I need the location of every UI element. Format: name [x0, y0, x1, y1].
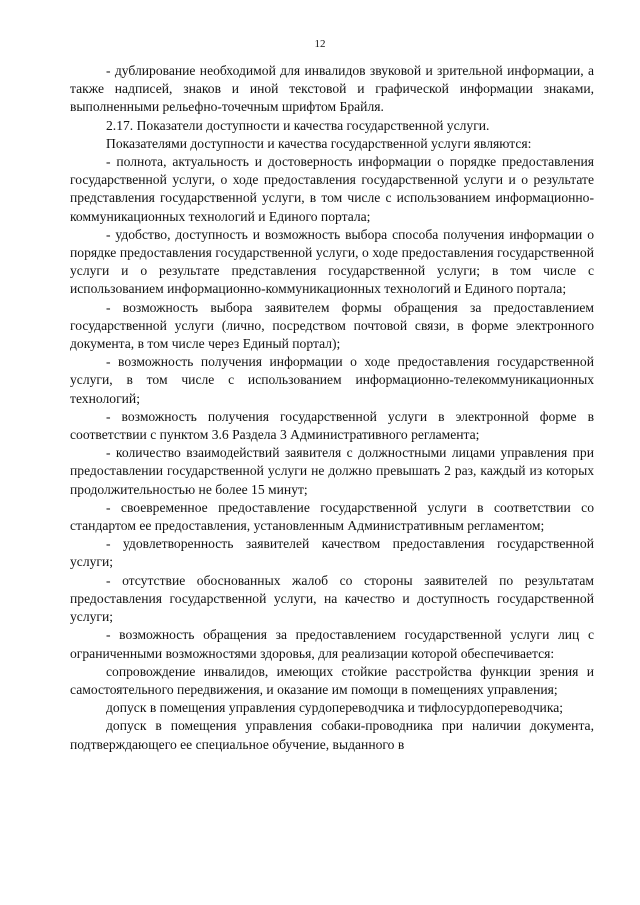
paragraph-indicators-intro: Показателями доступности и качества государственной услуги являются:: [106, 135, 532, 151]
paragraph-sign-interpreter: допуск в помещения управления сурдопереводчика и тифлосурдопереводчика;: [106, 700, 564, 716]
paragraph-timeliness: - своевременное предоставление государственной услуги в соответствии со стандартом ее предоставления, установленным Административным регламентом;: [70, 499, 594, 534]
document-body: [70, 62, 594, 754]
paragraph-braille: - дублирование необходимой для инвалидов звуковой и зрительной информации, а также надписей, знаков и иной текстовой и графической информации знаками, выполненными рельефно-точечным шрифтом Брайля.: [70, 63, 594, 115]
paragraph-completeness: - полнота, актуальность и достоверность информации о порядке предоставления государственной услуги, о ходе предоставления государственной услуги и о результате представления государственной услуги, в том числе с использованием информационно-коммуникационных технологий и Единого портала;: [70, 154, 594, 224]
paragraph-form-choice: - возможность выбора заявителем формы обращения за предоставлением государственной услуги (лично, посредством почтовой связи, в форме электронного документа, в том числе через Единый портал);: [70, 299, 594, 352]
paragraph-guide-dog: допуск в помещения управления собаки-проводника при наличии документа, подтверждающего ее специальное обучение, выданного в: [70, 718, 594, 752]
paragraph-interactions-count: - количество взаимодействий заявителя с должностными лицами управления при предоставлении государственной услуги не должно превышать 2 раз, каждый из которых продолжительностью не более 15 минут;: [70, 445, 594, 497]
paragraph-progress-info: - возможность получения информации о ходе предоставления государственной услуги, в том числе с использованием информационно-телекоммуникационных технологий;: [70, 354, 594, 406]
paragraph-disabilities-access: - возможность обращения за предоставлением государственной услуги лиц с ограниченными возможностями здоровья, для реализации которой обеспечивается:: [70, 627, 594, 661]
section-heading-2-17: 2.17. Показатели доступности и качества государственной услуги.: [106, 117, 490, 133]
paragraph-no-complaints: - отсутствие обоснованных жалоб со стороны заявителей по результатам предоставления государственной услуги, на качество и доступность государственной услуги;: [70, 572, 594, 625]
paragraph-satisfaction: - удовлетворенность заявителей качеством предоставления государственной услуги;: [70, 536, 594, 570]
paragraph-convenience: - удобство, доступность и возможность выбора способа получения информации о порядке предоставления государственной услуги, о ходе предоставления государственной услуги и о результате представления государственной услуги; в том числе с использованием информационно-коммуникационных технологий и Единого портала;: [70, 226, 594, 297]
paragraph-escort: сопровождение инвалидов, имеющих стойкие расстройства функции зрения и самостоятельного передвижения, и оказание им помощи в помещениях управления;: [70, 663, 594, 697]
page-number: 12: [314, 38, 326, 50]
paragraph-electronic-form: - возможность получения государственной услуги в электронной форме в соответствии с пунктом 3.6 Раздела 3 Административного регламента;: [70, 408, 594, 443]
